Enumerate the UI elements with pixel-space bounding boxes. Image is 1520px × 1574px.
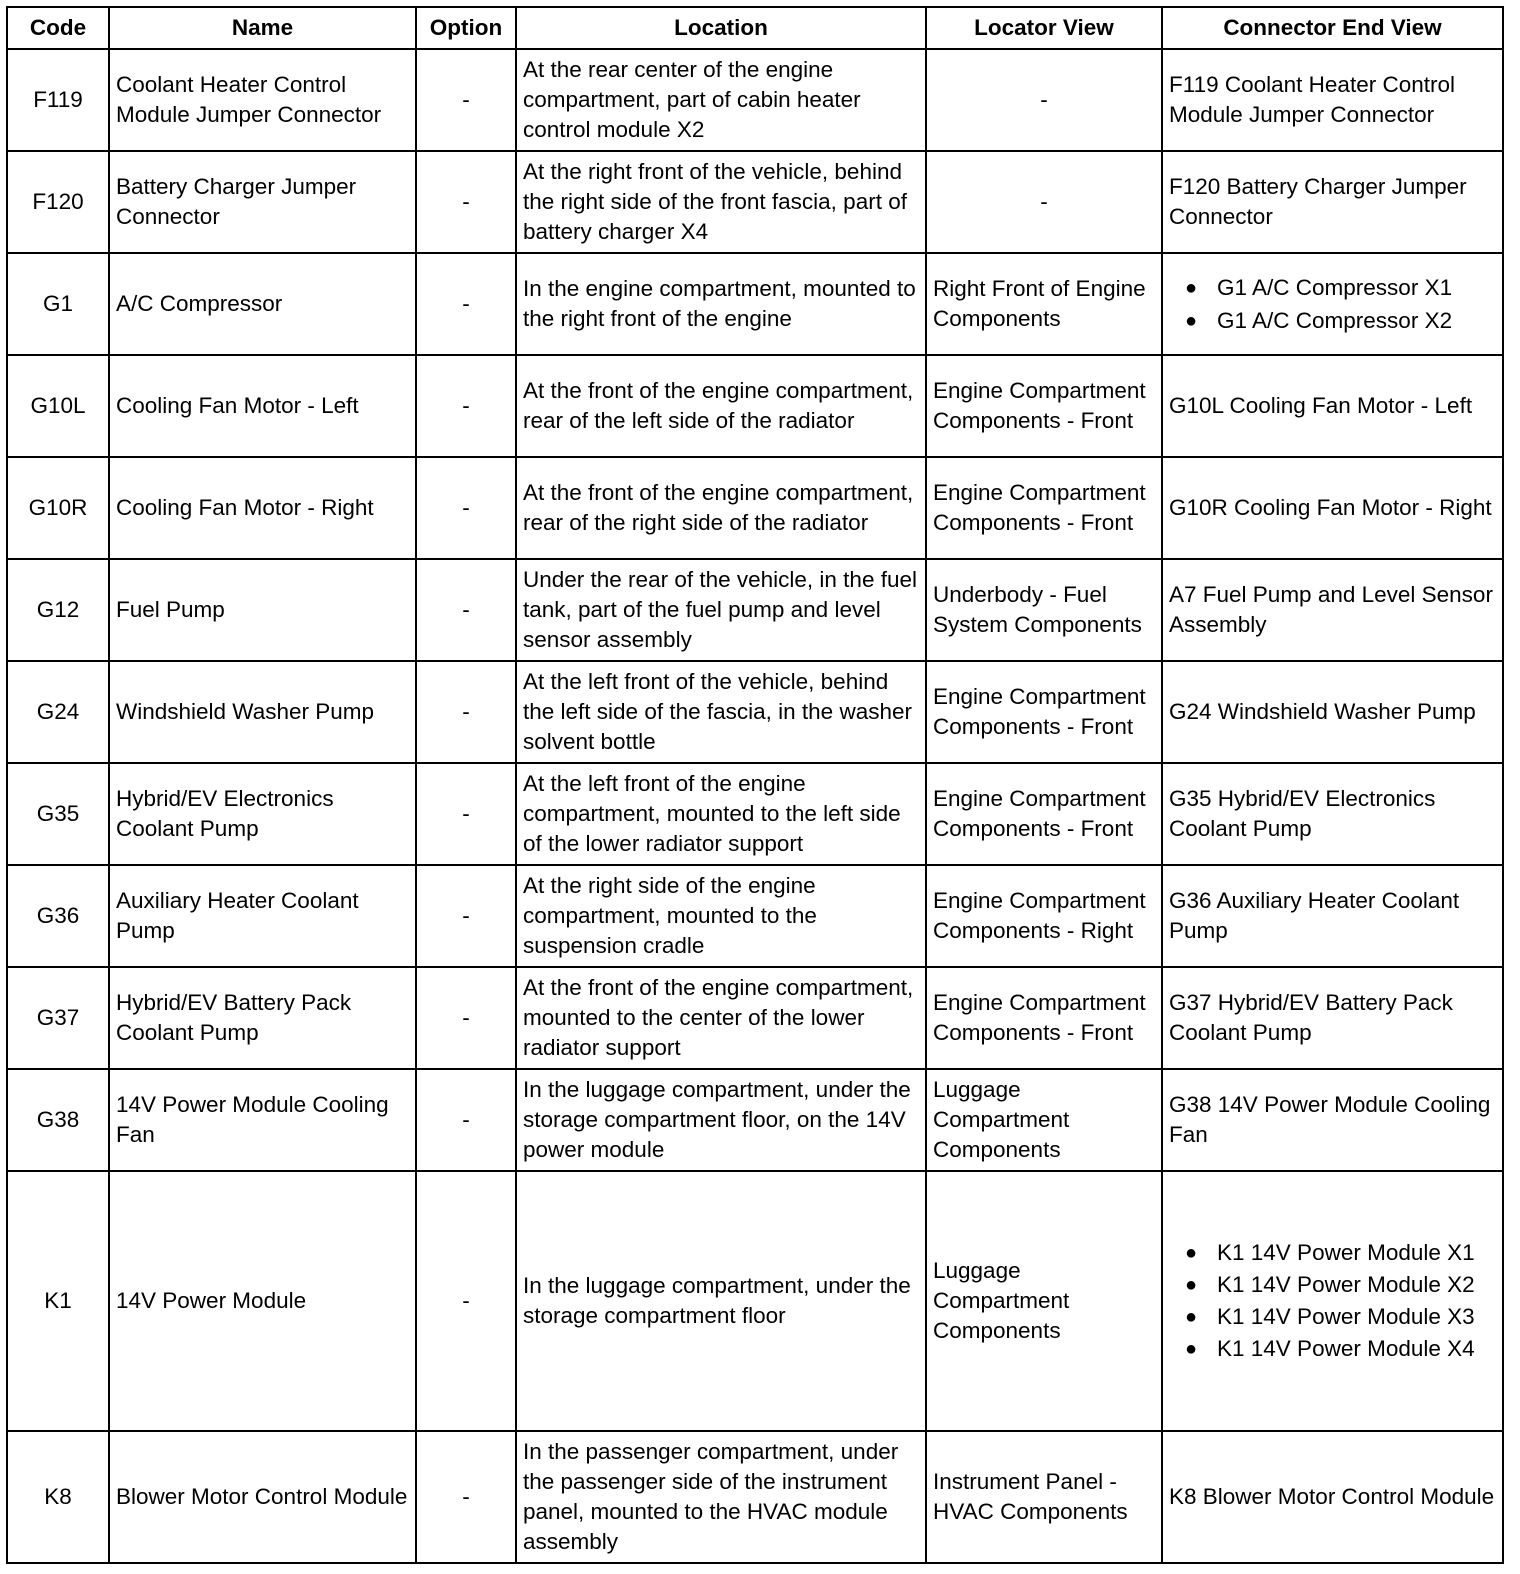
connector-list-item: ● K1 14V Power Module X1 [1217, 1238, 1496, 1268]
cell-name: Blower Motor Control Module [109, 1431, 416, 1563]
cell-connector-end-view: G35 Hybrid/EV Electronics Coolant Pump [1162, 763, 1503, 865]
header-location: Location [516, 7, 926, 49]
cell-name: Coolant Heater Control Module Jumper Connector [109, 49, 416, 151]
cell-location: At the front of the engine compartment, mounted to the center of the lower radiator support [516, 967, 926, 1069]
connector-list-item: ● G1 A/C Compressor X2 [1217, 306, 1496, 336]
cell-connector-end-view [1162, 253, 1503, 355]
cell-option: - [416, 1431, 516, 1563]
table-row [7, 865, 1503, 967]
table-row [7, 967, 1503, 1069]
cell-option: - [416, 763, 516, 865]
connector-list [1169, 1238, 1496, 1364]
cell-connector-end-view: A7 Fuel Pump and Level Sensor Assembly [1162, 559, 1503, 661]
connector-list-item: ● K1 14V Power Module X3 [1217, 1302, 1496, 1332]
cell-locator-view: Luggage Compartment Components [926, 1069, 1162, 1171]
cell-code: K8 [7, 1431, 109, 1563]
table-row [7, 151, 1503, 253]
cell-code: G37 [7, 967, 109, 1069]
cell-option: - [416, 967, 516, 1069]
cell-name: Hybrid/EV Battery Pack Coolant Pump [109, 967, 416, 1069]
cell-connector-end-view: G10R Cooling Fan Motor - Right [1162, 457, 1503, 559]
cell-option: - [416, 865, 516, 967]
cell-code: G10L [7, 355, 109, 457]
cell-locator-view: Engine Compartment Components - Front [926, 967, 1162, 1069]
cell-name: Windshield Washer Pump [109, 661, 416, 763]
cell-name: Hybrid/EV Electronics Coolant Pump [109, 763, 416, 865]
cell-location: At the right side of the engine compartment, mounted to the suspension cradle [516, 865, 926, 967]
cell-connector-end-view: G38 14V Power Module Cooling Fan [1162, 1069, 1503, 1171]
cell-option: - [416, 253, 516, 355]
cell-location: In the luggage compartment, under the storage compartment floor, on the 14V power module [516, 1069, 926, 1171]
cell-code: G10R [7, 457, 109, 559]
cell-option: - [416, 457, 516, 559]
component-locator-table [6, 6, 1504, 1564]
cell-code: G38 [7, 1069, 109, 1171]
table-row [7, 355, 1503, 457]
cell-locator-view: Engine Compartment Components - Front [926, 355, 1162, 457]
cell-location: Under the rear of the vehicle, in the fuel tank, part of the fuel pump and level sensor assembly [516, 559, 926, 661]
cell-option: - [416, 559, 516, 661]
cell-location: At the left front of the engine compartment, mounted to the left side of the lower radiator support [516, 763, 926, 865]
cell-locator-view: Right Front of Engine Components [926, 253, 1162, 355]
cell-code: F119 [7, 49, 109, 151]
cell-connector-end-view: G37 Hybrid/EV Battery Pack Coolant Pump [1162, 967, 1503, 1069]
cell-option: - [416, 1069, 516, 1171]
header-locator-view: Locator View [926, 7, 1162, 49]
cell-name: 14V Power Module [109, 1171, 416, 1431]
cell-locator-view: Luggage Compartment Components [926, 1171, 1162, 1431]
cell-connector-end-view: F120 Battery Charger Jumper Connector [1162, 151, 1503, 253]
table-row [7, 457, 1503, 559]
cell-name: Cooling Fan Motor - Left [109, 355, 416, 457]
cell-location: In the luggage compartment, under the storage compartment floor [516, 1171, 926, 1431]
cell-locator-view: Underbody - Fuel System Components [926, 559, 1162, 661]
cell-name: Auxiliary Heater Coolant Pump [109, 865, 416, 967]
table-row [7, 253, 1503, 355]
cell-option: - [416, 151, 516, 253]
cell-connector-end-view [1162, 1171, 1503, 1431]
cell-locator-view: Engine Compartment Components - Front [926, 763, 1162, 865]
cell-connector-end-view: F119 Coolant Heater Control Module Jumper Connector [1162, 49, 1503, 151]
table-header-row [7, 7, 1503, 49]
connector-list-item: ● G1 A/C Compressor X1 [1217, 273, 1496, 303]
connector-list [1169, 273, 1496, 336]
connector-list-item: ● K1 14V Power Module X2 [1217, 1270, 1496, 1300]
cell-connector-end-view: G36 Auxiliary Heater Coolant Pump [1162, 865, 1503, 967]
cell-name: Battery Charger Jumper Connector [109, 151, 416, 253]
cell-location: In the engine compartment, mounted to the right front of the engine [516, 253, 926, 355]
header-option: Option [416, 7, 516, 49]
cell-name: A/C Compressor [109, 253, 416, 355]
cell-connector-end-view: G24 Windshield Washer Pump [1162, 661, 1503, 763]
cell-code: G1 [7, 253, 109, 355]
cell-code: F120 [7, 151, 109, 253]
table-row [7, 1171, 1503, 1431]
cell-location: At the front of the engine compartment, rear of the right side of the radiator [516, 457, 926, 559]
cell-name: 14V Power Module Cooling Fan [109, 1069, 416, 1171]
cell-connector-end-view: K8 Blower Motor Control Module [1162, 1431, 1503, 1563]
cell-option: - [416, 49, 516, 151]
cell-code: K1 [7, 1171, 109, 1431]
table-row [7, 661, 1503, 763]
cell-location: At the left front of the vehicle, behind the left side of the fascia, in the washer solvent bottle [516, 661, 926, 763]
cell-locator-view: Engine Compartment Components - Front [926, 457, 1162, 559]
cell-locator-view: Engine Compartment Components - Front [926, 661, 1162, 763]
header-name: Name [109, 7, 416, 49]
cell-code: G24 [7, 661, 109, 763]
table-row [7, 1431, 1503, 1563]
cell-option: - [416, 661, 516, 763]
cell-code: G12 [7, 559, 109, 661]
cell-code: G35 [7, 763, 109, 865]
cell-locator-view: Instrument Panel - HVAC Components [926, 1431, 1162, 1563]
cell-location: At the front of the engine compartment, rear of the left side of the radiator [516, 355, 926, 457]
cell-location: At the right front of the vehicle, behind the right side of the front fascia, part of battery charger X4 [516, 151, 926, 253]
cell-location: At the rear center of the engine compartment, part of cabin heater control module X2 [516, 49, 926, 151]
table-row [7, 1069, 1503, 1171]
cell-connector-end-view: G10L Cooling Fan Motor - Left [1162, 355, 1503, 457]
cell-option: - [416, 355, 516, 457]
cell-locator-view: Engine Compartment Components - Right [926, 865, 1162, 967]
table-row [7, 559, 1503, 661]
table-row [7, 763, 1503, 865]
connector-list-item: ● K1 14V Power Module X4 [1217, 1334, 1496, 1364]
cell-location: In the passenger compartment, under the passenger side of the instrument panel, mounted to the HVAC module assembly [516, 1431, 926, 1563]
cell-code: G36 [7, 865, 109, 967]
header-code: Code [7, 7, 109, 49]
cell-locator-view: - [926, 49, 1162, 151]
cell-option: - [416, 1171, 516, 1431]
table-row [7, 49, 1503, 151]
cell-name: Fuel Pump [109, 559, 416, 661]
cell-locator-view: - [926, 151, 1162, 253]
header-connector-end-view: Connector End View [1162, 7, 1503, 49]
cell-name: Cooling Fan Motor - Right [109, 457, 416, 559]
